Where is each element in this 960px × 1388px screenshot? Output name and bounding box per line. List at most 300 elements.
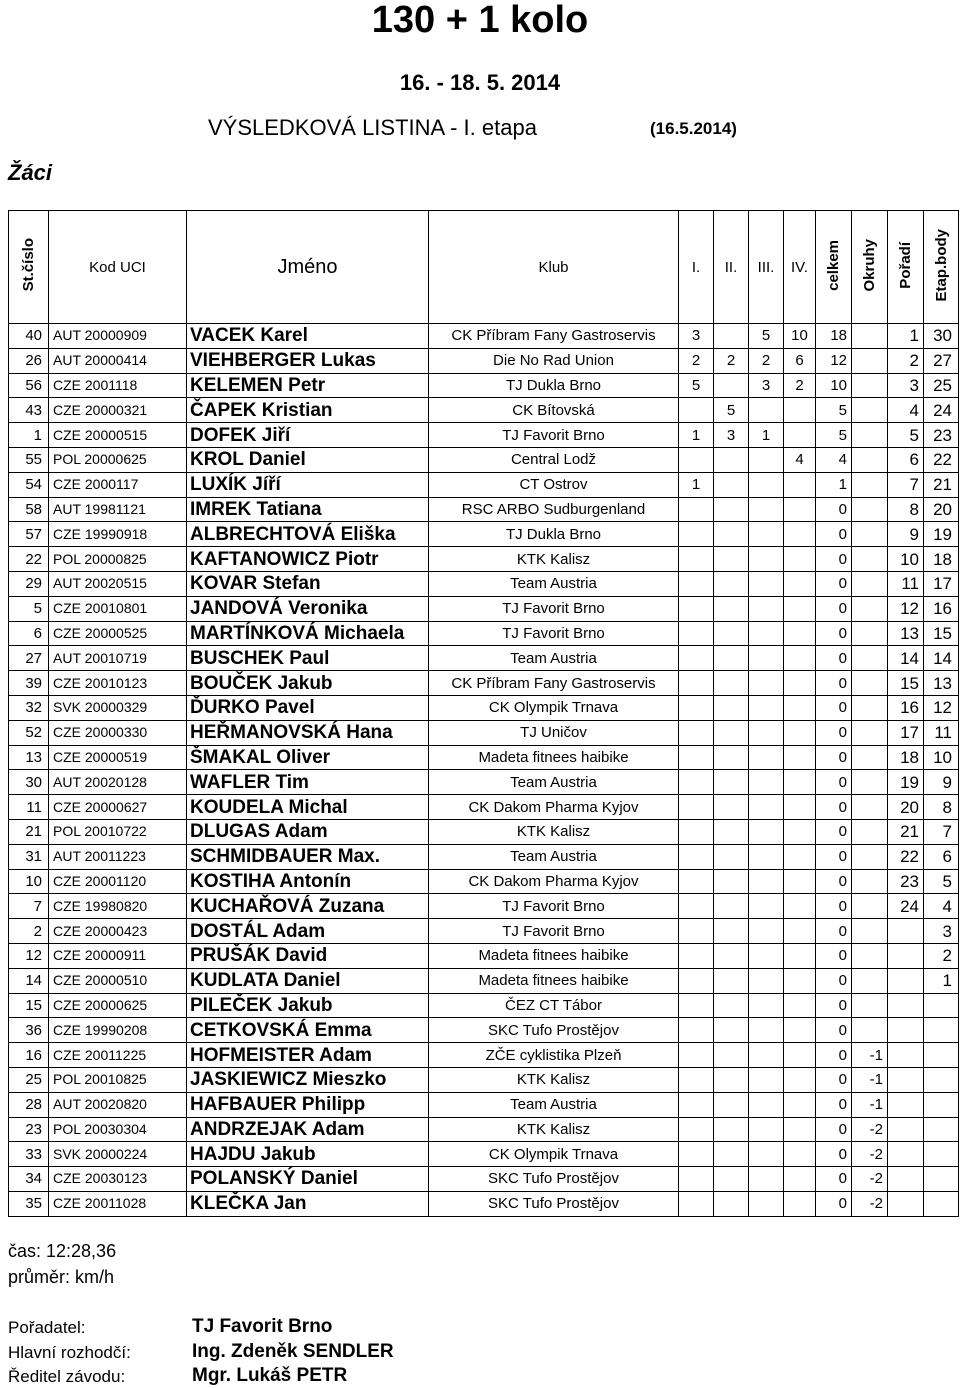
cell-ii [714, 324, 749, 349]
cell-kod-uci: CZE 20000515 [49, 423, 187, 448]
result-date: (16.5.2014) [650, 119, 737, 138]
cell-celkem: 0 [816, 621, 852, 646]
cell-klub: Team Austria [429, 571, 679, 596]
cell-etap-body [924, 1117, 959, 1142]
cell-okruhy [852, 844, 888, 869]
table-row [9, 522, 959, 547]
cell-st-cislo: 57 [9, 522, 49, 547]
cell-klub: CK Olympik Trnava [429, 695, 679, 720]
cell-celkem: 0 [816, 1043, 852, 1068]
cell-jmeno: MARTÍNKOVÁ Michaela [187, 621, 429, 646]
cell-iii [749, 1018, 784, 1043]
cell-iv [784, 1092, 816, 1117]
header-st-cislo: St.číslo [9, 211, 49, 324]
race-director-value: Mgr. Lukáš PETR [192, 1365, 348, 1386]
cell-iii [749, 993, 784, 1018]
cell-iii [749, 695, 784, 720]
cell-st-cislo: 55 [9, 447, 49, 472]
cell-etap-body [924, 1092, 959, 1117]
cell-poradi: 22 [888, 844, 924, 869]
cell-i [679, 1142, 714, 1167]
cell-kod-uci: CZE 20000911 [49, 943, 187, 968]
cell-st-cislo: 33 [9, 1142, 49, 1167]
cell-st-cislo: 54 [9, 472, 49, 497]
cell-etap-body [924, 1018, 959, 1043]
cell-okruhy [852, 943, 888, 968]
header-jmeno: Jméno [187, 211, 429, 324]
cell-iii [749, 1142, 784, 1167]
cell-kod-uci: AUT 19981121 [49, 497, 187, 522]
cell-iv [784, 819, 816, 844]
cell-st-cislo: 13 [9, 745, 49, 770]
cell-iii [749, 547, 784, 572]
cell-iii [749, 919, 784, 944]
cell-iv [784, 869, 816, 894]
cell-okruhy [852, 993, 888, 1018]
cell-kod-uci: POL 20000825 [49, 547, 187, 572]
cell-iii [749, 596, 784, 621]
cell-klub: ČEZ CT Tábor [429, 993, 679, 1018]
cell-i [679, 943, 714, 968]
cell-ii: 5 [714, 398, 749, 423]
cell-st-cislo: 10 [9, 869, 49, 894]
cell-celkem: 0 [816, 869, 852, 894]
cell-iii: 3 [749, 373, 784, 398]
table-row [9, 671, 959, 696]
cell-ii [714, 571, 749, 596]
cell-iv [784, 1067, 816, 1092]
cell-okruhy [852, 621, 888, 646]
cell-jmeno: ALBRECHTOVÁ Eliška [187, 522, 429, 547]
cell-jmeno: ĎURKO Pavel [187, 695, 429, 720]
cell-iv [784, 968, 816, 993]
cell-ii [714, 1167, 749, 1192]
cell-klub: TJ Favorit Brno [429, 423, 679, 448]
cell-iv [784, 522, 816, 547]
cell-st-cislo: 1 [9, 423, 49, 448]
table-row [9, 993, 959, 1018]
table-row [9, 720, 959, 745]
cell-celkem: 0 [816, 1167, 852, 1192]
page-title: 130 + 1 kolo [371, 0, 589, 41]
cell-iii [749, 943, 784, 968]
cell-poradi: 9 [888, 522, 924, 547]
cell-celkem: 0 [816, 571, 852, 596]
cell-klub: TJ Uničov [429, 720, 679, 745]
cell-iv [784, 894, 816, 919]
cell-iii [749, 1043, 784, 1068]
cell-klub: RSC ARBO Sudburgenland [429, 497, 679, 522]
cell-st-cislo: 6 [9, 621, 49, 646]
cell-jmeno: KLEČKA Jan [187, 1191, 429, 1216]
cell-st-cislo: 5 [9, 596, 49, 621]
cell-etap-body: 8 [924, 795, 959, 820]
cell-etap-body: 11 [924, 720, 959, 745]
cell-klub: SKC Tufo Prostějov [429, 1191, 679, 1216]
cell-ii [714, 596, 749, 621]
cell-celkem: 0 [816, 894, 852, 919]
cell-i [679, 447, 714, 472]
cell-celkem: 0 [816, 695, 852, 720]
table-row [9, 968, 959, 993]
cell-okruhy [852, 894, 888, 919]
cell-poradi: 7 [888, 472, 924, 497]
cell-etap-body: 17 [924, 571, 959, 596]
table-row [9, 844, 959, 869]
cell-jmeno: HOFMEISTER Adam [187, 1043, 429, 1068]
cell-okruhy [852, 348, 888, 373]
cell-klub: Madeta fitnees haibike [429, 943, 679, 968]
cell-iii [749, 571, 784, 596]
cell-jmeno: VIEHBERGER Lukas [187, 348, 429, 373]
table-row [9, 1043, 959, 1068]
cell-okruhy [852, 819, 888, 844]
cell-poradi: 20 [888, 795, 924, 820]
cell-poradi: 5 [888, 423, 924, 448]
event-dates: 16. - 18. 5. 2014 [399, 70, 561, 95]
cell-iii [749, 720, 784, 745]
cell-celkem: 0 [816, 1067, 852, 1092]
cell-kod-uci: CZE 20011225 [49, 1043, 187, 1068]
cell-iii [749, 398, 784, 423]
table-row [9, 646, 959, 671]
cell-klub: ZČE cyklistika Plzeň [429, 1043, 679, 1068]
cell-celkem: 0 [816, 844, 852, 869]
cell-poradi [888, 1142, 924, 1167]
table-row [9, 1117, 959, 1142]
cell-iii [749, 894, 784, 919]
cell-i [679, 745, 714, 770]
cell-celkem: 0 [816, 819, 852, 844]
cell-jmeno: KOSTIHA Antonín [187, 869, 429, 894]
cell-kod-uci: AUT 20000414 [49, 348, 187, 373]
cell-jmeno: JASKIEWICZ Mieszko [187, 1067, 429, 1092]
header-iii: III. [749, 211, 784, 324]
cell-ii [714, 869, 749, 894]
cell-okruhy [852, 745, 888, 770]
cell-iii [749, 1191, 784, 1216]
cell-klub: TJ Favorit Brno [429, 919, 679, 944]
table-row [9, 1167, 959, 1192]
cell-okruhy: -2 [852, 1142, 888, 1167]
cell-jmeno: HAJDU Jakub [187, 1142, 429, 1167]
cell-iii [749, 621, 784, 646]
cell-kod-uci: POL 20010722 [49, 819, 187, 844]
cell-etap-body: 21 [924, 472, 959, 497]
cell-okruhy [852, 869, 888, 894]
cell-jmeno: KAFTANOWICZ Piotr [187, 547, 429, 572]
cell-ii [714, 745, 749, 770]
cell-okruhy [852, 571, 888, 596]
cell-okruhy [852, 472, 888, 497]
cell-i [679, 968, 714, 993]
cell-st-cislo: 11 [9, 795, 49, 820]
cell-i [679, 1191, 714, 1216]
cell-jmeno: SCHMIDBAUER Max. [187, 844, 429, 869]
cell-iv: 2 [784, 373, 816, 398]
table-row [9, 1092, 959, 1117]
cell-iv [784, 745, 816, 770]
header-okruhy: Okruhy [852, 211, 888, 324]
cell-ii [714, 720, 749, 745]
cell-kod-uci: CZE 20001120 [49, 869, 187, 894]
cell-kod-uci: CZE 19990208 [49, 1018, 187, 1043]
cell-st-cislo: 23 [9, 1117, 49, 1142]
cell-klub: Madeta fitnees haibike [429, 745, 679, 770]
cell-st-cislo: 22 [9, 547, 49, 572]
cell-poradi: 3 [888, 373, 924, 398]
cell-i [679, 1092, 714, 1117]
cell-iv [784, 770, 816, 795]
cell-klub: SKC Tufo Prostějov [429, 1018, 679, 1043]
cell-etap-body: 13 [924, 671, 959, 696]
cell-etap-body [924, 1067, 959, 1092]
cell-i [679, 621, 714, 646]
cell-kod-uci: AUT 20011223 [49, 844, 187, 869]
header-klub: Klub [429, 211, 679, 324]
cell-i: 1 [679, 472, 714, 497]
cell-iii [749, 1067, 784, 1092]
cell-iv [784, 795, 816, 820]
cell-okruhy [852, 324, 888, 349]
cell-i [679, 869, 714, 894]
cell-celkem: 0 [816, 671, 852, 696]
cell-jmeno: ŠMAKAL Oliver [187, 745, 429, 770]
cell-ii [714, 547, 749, 572]
average-speed-label: průměr: km/h [8, 1267, 115, 1287]
cell-poradi: 2 [888, 348, 924, 373]
cell-okruhy [852, 398, 888, 423]
table-row [9, 547, 959, 572]
table-row [9, 695, 959, 720]
cell-iii [749, 522, 784, 547]
cell-etap-body [924, 1142, 959, 1167]
cell-jmeno: ČAPEK Kristian [187, 398, 429, 423]
cell-jmeno: PRUŠÁK David [187, 943, 429, 968]
cell-klub: CK Bítovská [429, 398, 679, 423]
cell-ii [714, 621, 749, 646]
cell-etap-body: 30 [924, 324, 959, 349]
cell-poradi [888, 1117, 924, 1142]
cell-jmeno: VACEK Karel [187, 324, 429, 349]
header-kod-uci: Kod UCI [49, 211, 187, 324]
cell-kod-uci: AUT 20020128 [49, 770, 187, 795]
cell-poradi: 21 [888, 819, 924, 844]
cell-klub: KTK Kalisz [429, 819, 679, 844]
cell-iii: 2 [749, 348, 784, 373]
table-row [9, 472, 959, 497]
cell-i [679, 571, 714, 596]
cell-iv [784, 472, 816, 497]
cell-kod-uci: CZE 20000525 [49, 621, 187, 646]
cell-etap-body: 15 [924, 621, 959, 646]
cell-okruhy [852, 547, 888, 572]
cell-ii [714, 968, 749, 993]
cell-kod-uci: CZE 2000117 [49, 472, 187, 497]
cell-iv [784, 1117, 816, 1142]
cell-ii [714, 1142, 749, 1167]
cell-kod-uci: CZE 20000330 [49, 720, 187, 745]
time-label: čas: 12:28,36 [8, 1241, 117, 1261]
cell-celkem: 5 [816, 398, 852, 423]
cell-iv: 10 [784, 324, 816, 349]
cell-ii [714, 919, 749, 944]
cell-jmeno: BOUČEK Jakub [187, 671, 429, 696]
cell-i [679, 671, 714, 696]
cell-ii [714, 1067, 749, 1092]
cell-jmeno: HEŘMANOVSKÁ Hana [187, 720, 429, 745]
cell-poradi [888, 1191, 924, 1216]
table-row [9, 571, 959, 596]
cell-iii [749, 646, 784, 671]
cell-iii [749, 1092, 784, 1117]
cell-kod-uci: POL 20030304 [49, 1117, 187, 1142]
cell-ii [714, 1117, 749, 1142]
cell-okruhy [852, 522, 888, 547]
cell-jmeno: BUSCHEK Paul [187, 646, 429, 671]
cell-iii [749, 968, 784, 993]
cell-jmeno: DLUGAS Adam [187, 819, 429, 844]
cell-st-cislo: 14 [9, 968, 49, 993]
cell-etap-body: 6 [924, 844, 959, 869]
table-row [9, 869, 959, 894]
cell-ii [714, 695, 749, 720]
cell-celkem: 0 [816, 943, 852, 968]
cell-jmeno: KELEMEN Petr [187, 373, 429, 398]
header-etap-body: Etap.body [924, 211, 959, 324]
cell-celkem: 0 [816, 968, 852, 993]
cell-kod-uci: POL 20010825 [49, 1067, 187, 1092]
cell-ii [714, 770, 749, 795]
cell-celkem: 0 [816, 720, 852, 745]
header-poradi: Pořadí [888, 211, 924, 324]
cell-ii: 2 [714, 348, 749, 373]
cell-iv [784, 943, 816, 968]
cell-okruhy [852, 671, 888, 696]
cell-st-cislo: 35 [9, 1191, 49, 1216]
cell-kod-uci: CZE 20010801 [49, 596, 187, 621]
cell-klub: Team Austria [429, 770, 679, 795]
cell-i [679, 1018, 714, 1043]
cell-i [679, 398, 714, 423]
table-row [9, 423, 959, 448]
cell-kod-uci: POL 20000625 [49, 447, 187, 472]
cell-poradi [888, 1092, 924, 1117]
cell-celkem: 18 [816, 324, 852, 349]
cell-st-cislo: 58 [9, 497, 49, 522]
cell-ii [714, 844, 749, 869]
cell-okruhy: -1 [852, 1092, 888, 1117]
cell-etap-body: 27 [924, 348, 959, 373]
cell-etap-body: 20 [924, 497, 959, 522]
cell-okruhy [852, 695, 888, 720]
cell-poradi: 16 [888, 695, 924, 720]
cell-i [679, 819, 714, 844]
cell-jmeno: JANDOVÁ Veronika [187, 596, 429, 621]
cell-klub: CK Dakom Pharma Kyjov [429, 795, 679, 820]
header-i: I. [679, 211, 714, 324]
cell-iv [784, 844, 816, 869]
cell-iv: 6 [784, 348, 816, 373]
cell-iii [749, 869, 784, 894]
cell-ii [714, 447, 749, 472]
organizer-label: Pořadatel: [8, 1318, 86, 1337]
cell-poradi: 4 [888, 398, 924, 423]
cell-st-cislo: 7 [9, 894, 49, 919]
cell-klub: Central Lodž [429, 447, 679, 472]
cell-st-cislo: 29 [9, 571, 49, 596]
cell-poradi: 23 [888, 869, 924, 894]
cell-klub: TJ Favorit Brno [429, 596, 679, 621]
cell-celkem: 0 [816, 1018, 852, 1043]
cell-iv [784, 1043, 816, 1068]
cell-ii [714, 1092, 749, 1117]
cell-st-cislo: 28 [9, 1092, 49, 1117]
cell-kod-uci: CZE 20000627 [49, 795, 187, 820]
cell-i [679, 1043, 714, 1068]
chief-referee-value: Ing. Zdeněk SENDLER [192, 1341, 394, 1362]
cell-st-cislo: 2 [9, 919, 49, 944]
cell-kod-uci: CZE 20010123 [49, 671, 187, 696]
cell-iii: 5 [749, 324, 784, 349]
cell-kod-uci: AUT 20000909 [49, 324, 187, 349]
cell-iv [784, 497, 816, 522]
table-row [9, 596, 959, 621]
cell-poradi [888, 919, 924, 944]
cell-ii [714, 1191, 749, 1216]
cell-klub: CK Příbram Fany Gastroservis [429, 324, 679, 349]
cell-st-cislo: 30 [9, 770, 49, 795]
cell-klub: TJ Favorit Brno [429, 621, 679, 646]
cell-iii [749, 844, 784, 869]
cell-st-cislo: 27 [9, 646, 49, 671]
cell-jmeno: DOFEK Jiří [187, 423, 429, 448]
cell-poradi: 15 [888, 671, 924, 696]
cell-i [679, 720, 714, 745]
cell-st-cislo: 16 [9, 1043, 49, 1068]
header-celkem: celkem [816, 211, 852, 324]
cell-iv [784, 571, 816, 596]
cell-poradi: 10 [888, 547, 924, 572]
cell-poradi [888, 1167, 924, 1192]
cell-poradi: 11 [888, 571, 924, 596]
cell-kod-uci: AUT 20020820 [49, 1092, 187, 1117]
cell-poradi: 14 [888, 646, 924, 671]
cell-kod-uci: AUT 20020515 [49, 571, 187, 596]
cell-celkem: 0 [816, 1092, 852, 1117]
cell-i [679, 497, 714, 522]
cell-jmeno: HAFBAUER Philipp [187, 1092, 429, 1117]
result-title: VÝSLEDKOVÁ LISTINA - I. etapa [208, 115, 537, 140]
cell-jmeno: KOVAR Stefan [187, 571, 429, 596]
cell-klub: CT Ostrov [429, 472, 679, 497]
cell-i [679, 547, 714, 572]
table-row [9, 348, 959, 373]
cell-okruhy: -2 [852, 1191, 888, 1216]
cell-poradi [888, 943, 924, 968]
cell-ii [714, 497, 749, 522]
cell-iv [784, 423, 816, 448]
cell-jmeno: KOUDELA Michal [187, 795, 429, 820]
cell-st-cislo: 34 [9, 1167, 49, 1192]
cell-etap-body [924, 993, 959, 1018]
cell-etap-body: 16 [924, 596, 959, 621]
race-director-label: Ředitel závodu: [8, 1367, 126, 1386]
cell-iii [749, 819, 784, 844]
cell-jmeno: KUDLATA Daniel [187, 968, 429, 993]
cell-celkem: 0 [816, 1191, 852, 1216]
cell-celkem: 12 [816, 348, 852, 373]
